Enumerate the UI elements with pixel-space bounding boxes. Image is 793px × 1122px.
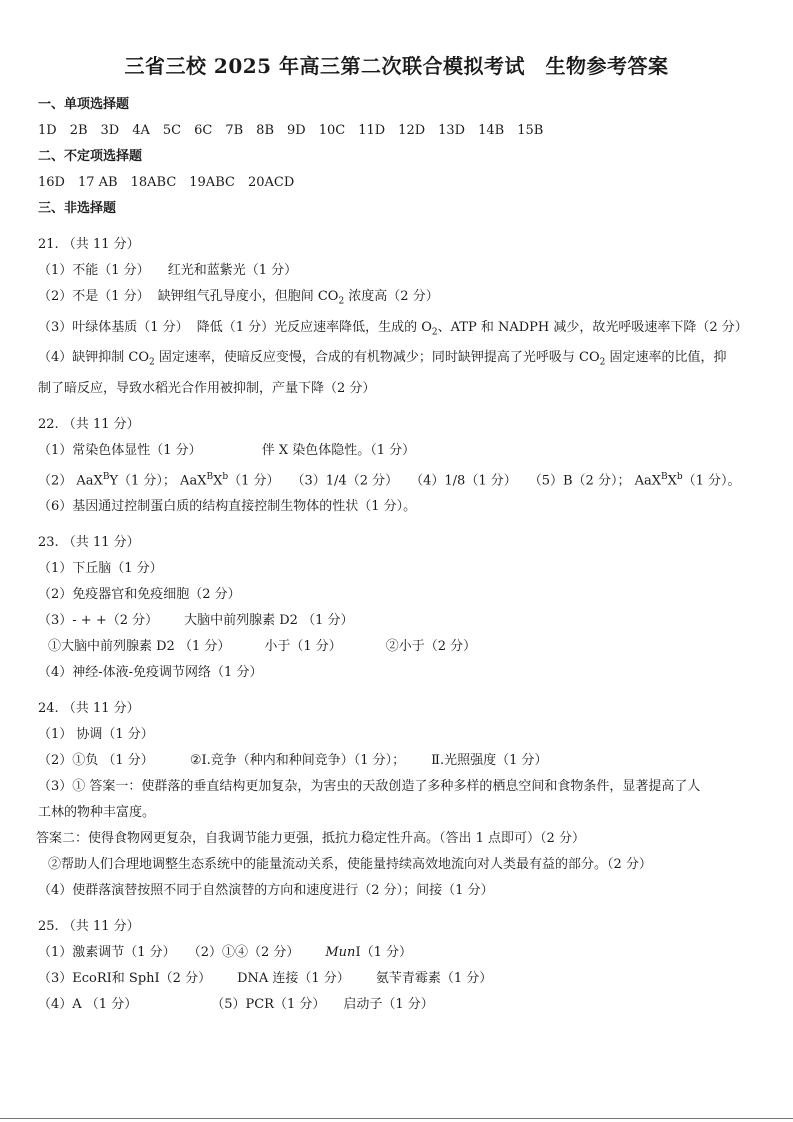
answer-text: （2）①负 （1 分） <box>38 753 154 769</box>
answer-text: 氨苄青霉素（1 分） <box>375 971 493 987</box>
answer-text: 降低（1 分）光反应速率降低，生成的 O <box>196 319 432 335</box>
answer-text: X <box>213 473 223 489</box>
answer-line: （1）下丘脑（1 分） <box>38 561 163 577</box>
answer-line: ②帮助人们合理地调整生态系统中的能量流动关系，使能量持续高效地流向对人类最有益的部分。（2 分） <box>48 857 652 873</box>
answer-text: Ⅱ.光照强度（1 分） <box>431 753 548 769</box>
page-title: 三省三校 2025 年高三第二次联合模拟考试 生物参考答案 <box>124 54 669 78</box>
answer-text: （3）叶绿体基质（1 分） <box>38 319 189 335</box>
answer-text: （5）PCR（1 分） <box>211 997 326 1013</box>
answer-text: （4）1/8（1 分） <box>410 473 517 489</box>
answer-line: （4）使群落演替按照不同于自然演替的方向和速度进行（2 分）；间接（1 分） <box>38 883 494 899</box>
answer-line <box>38 966 758 992</box>
answer-line: 答案二：使得食物网更复杂，自我调节能力更强，抵抗力稳定性升高。（答出 1 点即可）（2 分） <box>36 831 585 847</box>
answer-item: 11D <box>358 123 386 138</box>
question-22 <box>38 412 758 520</box>
question-23 <box>38 530 758 686</box>
answer-text: 小于（1 分） <box>264 639 342 655</box>
subscript: 2 <box>431 327 438 338</box>
answer-text: （2） AaX <box>38 473 103 489</box>
answer-line: （2）免疫器官和免疫细胞（2 分） <box>38 587 241 603</box>
answer-text: （3）- + +（2 分） <box>38 613 159 629</box>
answer-text: （3）1/4（2 分） <box>291 473 399 489</box>
answer-text: （1）不能（1 分） <box>38 263 150 278</box>
answer-text: （1 分） <box>228 473 280 489</box>
answer-item: 14B <box>478 123 505 138</box>
subscript: 2 <box>599 357 606 368</box>
answer-item: 19ABC <box>189 175 235 190</box>
answer-item: 10C <box>318 123 346 138</box>
answer-item: 16D <box>38 175 65 190</box>
answer-line <box>38 634 758 660</box>
answer-item: 1D <box>38 123 57 138</box>
answer-text: （5）B（2 分）； AaX <box>528 473 661 489</box>
answer-text: 大脑中前列腺素 D2 （1 分） <box>184 613 354 629</box>
superscript: B <box>102 471 110 482</box>
section-heading-multi-choice: 二、不定项选择题 <box>38 149 143 164</box>
answer-item: 7B <box>225 123 244 138</box>
answer-line <box>38 284 758 315</box>
answer-text: ②小于（2 分） <box>385 639 477 655</box>
answer-line <box>38 748 758 774</box>
answer-text: 、ATP 和 NADPH 减少，故光呼吸速率下降（2 分） <box>437 319 748 335</box>
answer-item: 4A <box>132 123 150 138</box>
question-23-heading: 23. （共 11 分） <box>38 535 140 551</box>
answer-item: 9D <box>287 123 306 138</box>
superscript: b <box>676 471 683 482</box>
answer-text: Ⅰ（1 分） <box>355 945 412 961</box>
answer-item: 20ACD <box>247 175 295 190</box>
answer-item: 5C <box>162 123 182 138</box>
superscript: B <box>661 471 668 482</box>
answer-text: 启动子（1 分） <box>343 997 434 1013</box>
question-24-heading: 24. （共 11 分） <box>38 701 140 717</box>
bottom-divider <box>0 1118 793 1119</box>
answer-line: 工林的物种丰富度。 <box>38 805 156 821</box>
answer-content <box>38 92 758 1018</box>
answer-item: 8B <box>256 123 274 138</box>
answer-text: 固定速率的比值，抑 <box>605 350 727 366</box>
answer-line <box>38 992 758 1018</box>
section-heading-non-choice: 三、非选择题 <box>38 201 117 216</box>
answer-text: （1）常染色体显性（1 分） <box>38 442 202 458</box>
answer-line: 制了暗反应，导致水稻光合作用被抑制，产量下降（2 分） <box>38 380 376 396</box>
answer-text: （2）①④（2 分） <box>187 945 300 961</box>
answer-line <box>38 438 758 464</box>
answer-text: 伴 X 染色体隐性。（1 分） <box>261 442 416 458</box>
answer-text: 固定速率，使暗反应变慢，合成的有机物减少；同时缺钾提高了光呼吸与 CO <box>154 350 600 366</box>
answer-line: （1） 协调（1 分） <box>38 727 154 743</box>
answer-line <box>38 940 758 966</box>
question-25 <box>38 914 758 1018</box>
answer-text: 缺钾组气孔导度小，但胞间 CO <box>157 289 339 304</box>
answer-line <box>38 345 758 376</box>
answer-item: 12D <box>398 123 426 138</box>
question-21 <box>38 232 758 402</box>
subscript: 2 <box>149 357 155 368</box>
answer-text: （4）A （1 分） <box>38 997 138 1013</box>
answer-line <box>38 608 758 634</box>
answer-line: （3）① 答案一：使群落的垂直结构更加复杂，为害虫的天敌创造了多种多样的栖息空间和食物条件，显著提高了人 <box>38 779 701 795</box>
answer-text: （3）EcoRⅠ和 SphⅠ（2 分） <box>38 971 212 987</box>
question-24 <box>38 696 758 904</box>
subscript: 2 <box>338 296 345 307</box>
single-choice-answers <box>38 118 758 144</box>
answer-text: 红光和蓝紫光（1 分） <box>167 263 298 278</box>
answer-text: （1 分）。 <box>682 473 741 489</box>
answer-text: ②Ⅰ.竞争（种内和种间竞争）（1 分）； <box>189 753 406 769</box>
answer-text: Y（1 分）； AaX <box>109 473 207 489</box>
multi-choice-answers <box>38 170 758 196</box>
answer-item: 18ABC <box>130 175 177 190</box>
superscript: B <box>206 471 214 482</box>
answer-item: 3D <box>100 123 120 138</box>
answer-text: DNA 连接（1 分） <box>237 971 350 987</box>
superscript: b <box>222 471 229 482</box>
answer-item: 15B <box>517 123 544 138</box>
question-22-heading: 22. （共 11 分） <box>38 416 140 432</box>
answer-item: 17 AB <box>77 175 118 190</box>
answer-text: 浓度高（2 分） <box>344 289 439 304</box>
answer-text: X <box>667 473 677 489</box>
question-21-heading: 21. （共 11 分） <box>38 237 140 252</box>
answer-line <box>38 315 758 346</box>
answer-text: ①大脑中前列腺素 D2 （1 分） <box>48 639 231 655</box>
answer-line <box>38 464 758 494</box>
answer-line: （6）基因通过控制蛋白质的结构直接控制生物体的性状（1 分）。 <box>38 499 417 515</box>
answer-text-italic: Mun <box>325 945 356 961</box>
answer-item: 6C <box>194 123 213 138</box>
question-25-heading: 25. （共 11 分） <box>38 919 140 935</box>
answer-text: （1）激素调节（1 分） <box>38 945 176 961</box>
answer-line <box>38 258 758 284</box>
answer-text: （4）缺钾抑制 CO <box>38 350 150 366</box>
answer-line: （4）神经-体液-免疫调节网络（1 分） <box>38 665 263 681</box>
answer-text: （2）不是（1 分） <box>38 289 150 304</box>
answer-item: 13D <box>438 123 466 138</box>
answer-item: 2B <box>69 123 88 138</box>
section-heading-single-choice: 一、单项选择题 <box>38 97 130 112</box>
